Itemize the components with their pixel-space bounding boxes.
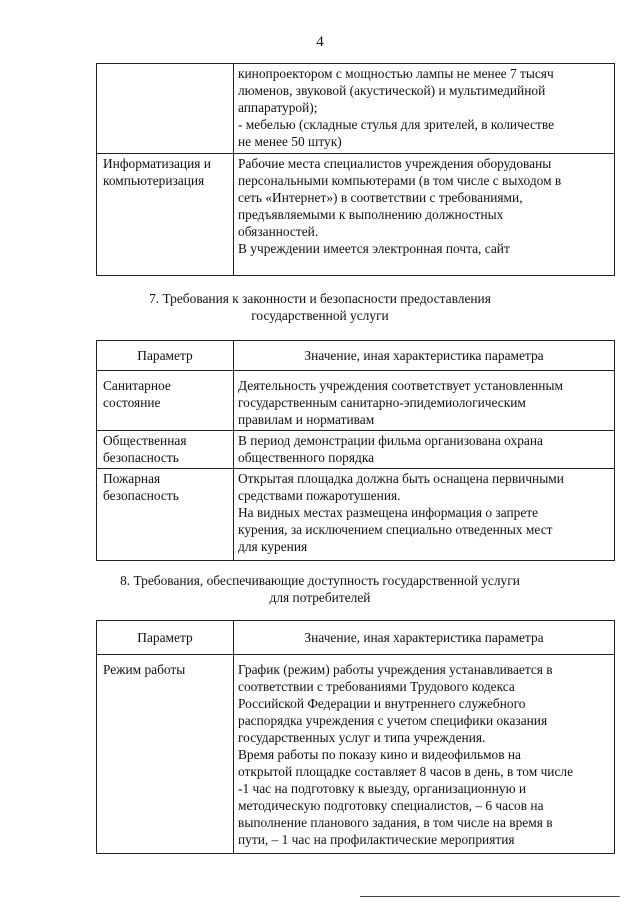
value-line: распорядка учреждения с учетом специфики оказания — [238, 713, 548, 728]
value-line: Российской Федерации и внутреннего служебного — [238, 696, 526, 711]
value-line: для курения — [238, 539, 308, 554]
value-cell — [234, 655, 615, 854]
param-cell — [97, 469, 234, 561]
table-row — [97, 64, 615, 154]
table-row — [97, 431, 615, 469]
table-header-row — [97, 341, 615, 371]
param-line: Санитарное — [103, 378, 171, 393]
value-line: Деятельность учреждения соответствует установленным — [238, 378, 563, 393]
param-line: компьютеризация — [103, 173, 205, 188]
value-line: правилам и нормативам — [238, 412, 375, 427]
param-line: состояние — [103, 395, 161, 410]
value-line: курения, за исключением специально отведенных мест — [238, 522, 553, 537]
value-line: люменов, звуковой (акустической) и мультимедийной — [238, 83, 546, 98]
param-line: Режим работы — [103, 662, 186, 677]
param-cell — [97, 64, 234, 154]
value-line: выполнение планового задания, в том числе на время в — [238, 815, 553, 830]
param-cell — [97, 371, 234, 431]
value-line: Время работы по показу кино и видеофильмов на — [238, 747, 522, 762]
value-line: сеть «Интернет») в соответствии с требованиями, — [238, 190, 523, 205]
table-row — [97, 154, 615, 276]
footer-rule — [360, 896, 620, 897]
param-line: Общественная — [103, 433, 187, 448]
value-line: средствами пожаротушения. — [238, 488, 401, 503]
value-line: открытой площадке составляет 8 часов в день, в том числе — [238, 764, 574, 779]
table-row — [97, 371, 615, 431]
table-row — [97, 655, 615, 854]
section-8-table — [96, 620, 615, 854]
header-value: Значение, иная характеристика параметра — [234, 621, 615, 655]
value-line: Открытая площадка должна быть оснащена первичными — [238, 471, 564, 486]
section-7-title-line: государственной услуги — [251, 308, 389, 323]
section-8-title-line: 8. Требования, обеспечивающие доступность государственной услуги — [120, 573, 520, 588]
value-cell — [234, 371, 615, 431]
value-line: На видных местах размещена информация о запрете — [238, 505, 539, 520]
value-line: - мебелью (складные стулья для зрителей, в количестве — [238, 117, 555, 132]
value-line: государственных услуг и типа учреждения. — [238, 730, 486, 745]
value-line: не менее 50 штук) — [238, 134, 342, 149]
value-line: персональными компьютерами (в том числе с выходом в — [238, 173, 562, 188]
value-cell — [234, 64, 615, 154]
value-line: кинопроектором с мощностью лампы не менее 7 тысяч — [238, 66, 554, 81]
value-line: пути, – 1 час на профилактические мероприятия — [238, 832, 515, 847]
param-line: безопасность — [103, 450, 179, 465]
value-line: общественного порядка — [238, 450, 375, 465]
value-line: обязанностей. — [238, 224, 319, 239]
header-value: Значение, иная характеристика параметра — [234, 341, 615, 371]
table-header-row — [97, 621, 615, 655]
value-line: График (режим) работы учреждения устанавливается в — [238, 662, 553, 677]
value-line: аппаратурой); — [238, 100, 318, 115]
value-cell — [234, 154, 615, 276]
value-line: Рабочие места специалистов учреждения оборудованы — [238, 156, 552, 171]
param-line: Информатизация и — [103, 156, 211, 171]
param-cell — [97, 154, 234, 276]
section-8-title-line: для потребителей — [269, 590, 371, 605]
value-line: -1 час на подготовку к выезду, организационную и — [238, 781, 527, 796]
param-cell — [97, 655, 234, 854]
section-7-table — [96, 340, 615, 561]
header-param: Параметр — [97, 621, 234, 655]
value-line: предъявляемыми к выполнению должностных — [238, 207, 504, 222]
table-row — [97, 469, 615, 561]
continuation-table — [96, 63, 615, 276]
param-cell — [97, 431, 234, 469]
value-line: В период демонстрации фильма организована охрана — [238, 433, 543, 448]
header-param: Параметр — [97, 341, 234, 371]
section-8-title — [0, 572, 640, 606]
value-line: государственным санитарно-эпидемиологическим — [238, 395, 526, 410]
section-7-title — [0, 290, 640, 324]
page-number: 4 — [316, 34, 324, 50]
param-line: безопасность — [103, 488, 179, 503]
value-cell — [234, 431, 615, 469]
value-cell — [234, 469, 615, 561]
param-line: Пожарная — [103, 471, 161, 486]
value-line: В учреждении имеется электронная почта, сайт — [238, 241, 510, 256]
value-line: методическую подготовку специалистов, – 6 часов на — [238, 798, 544, 813]
section-7-title-line: 7. Требования к законности и безопасности предоставления — [149, 291, 491, 306]
value-line: соответствии с требованиями Трудового кодекса — [238, 679, 515, 694]
